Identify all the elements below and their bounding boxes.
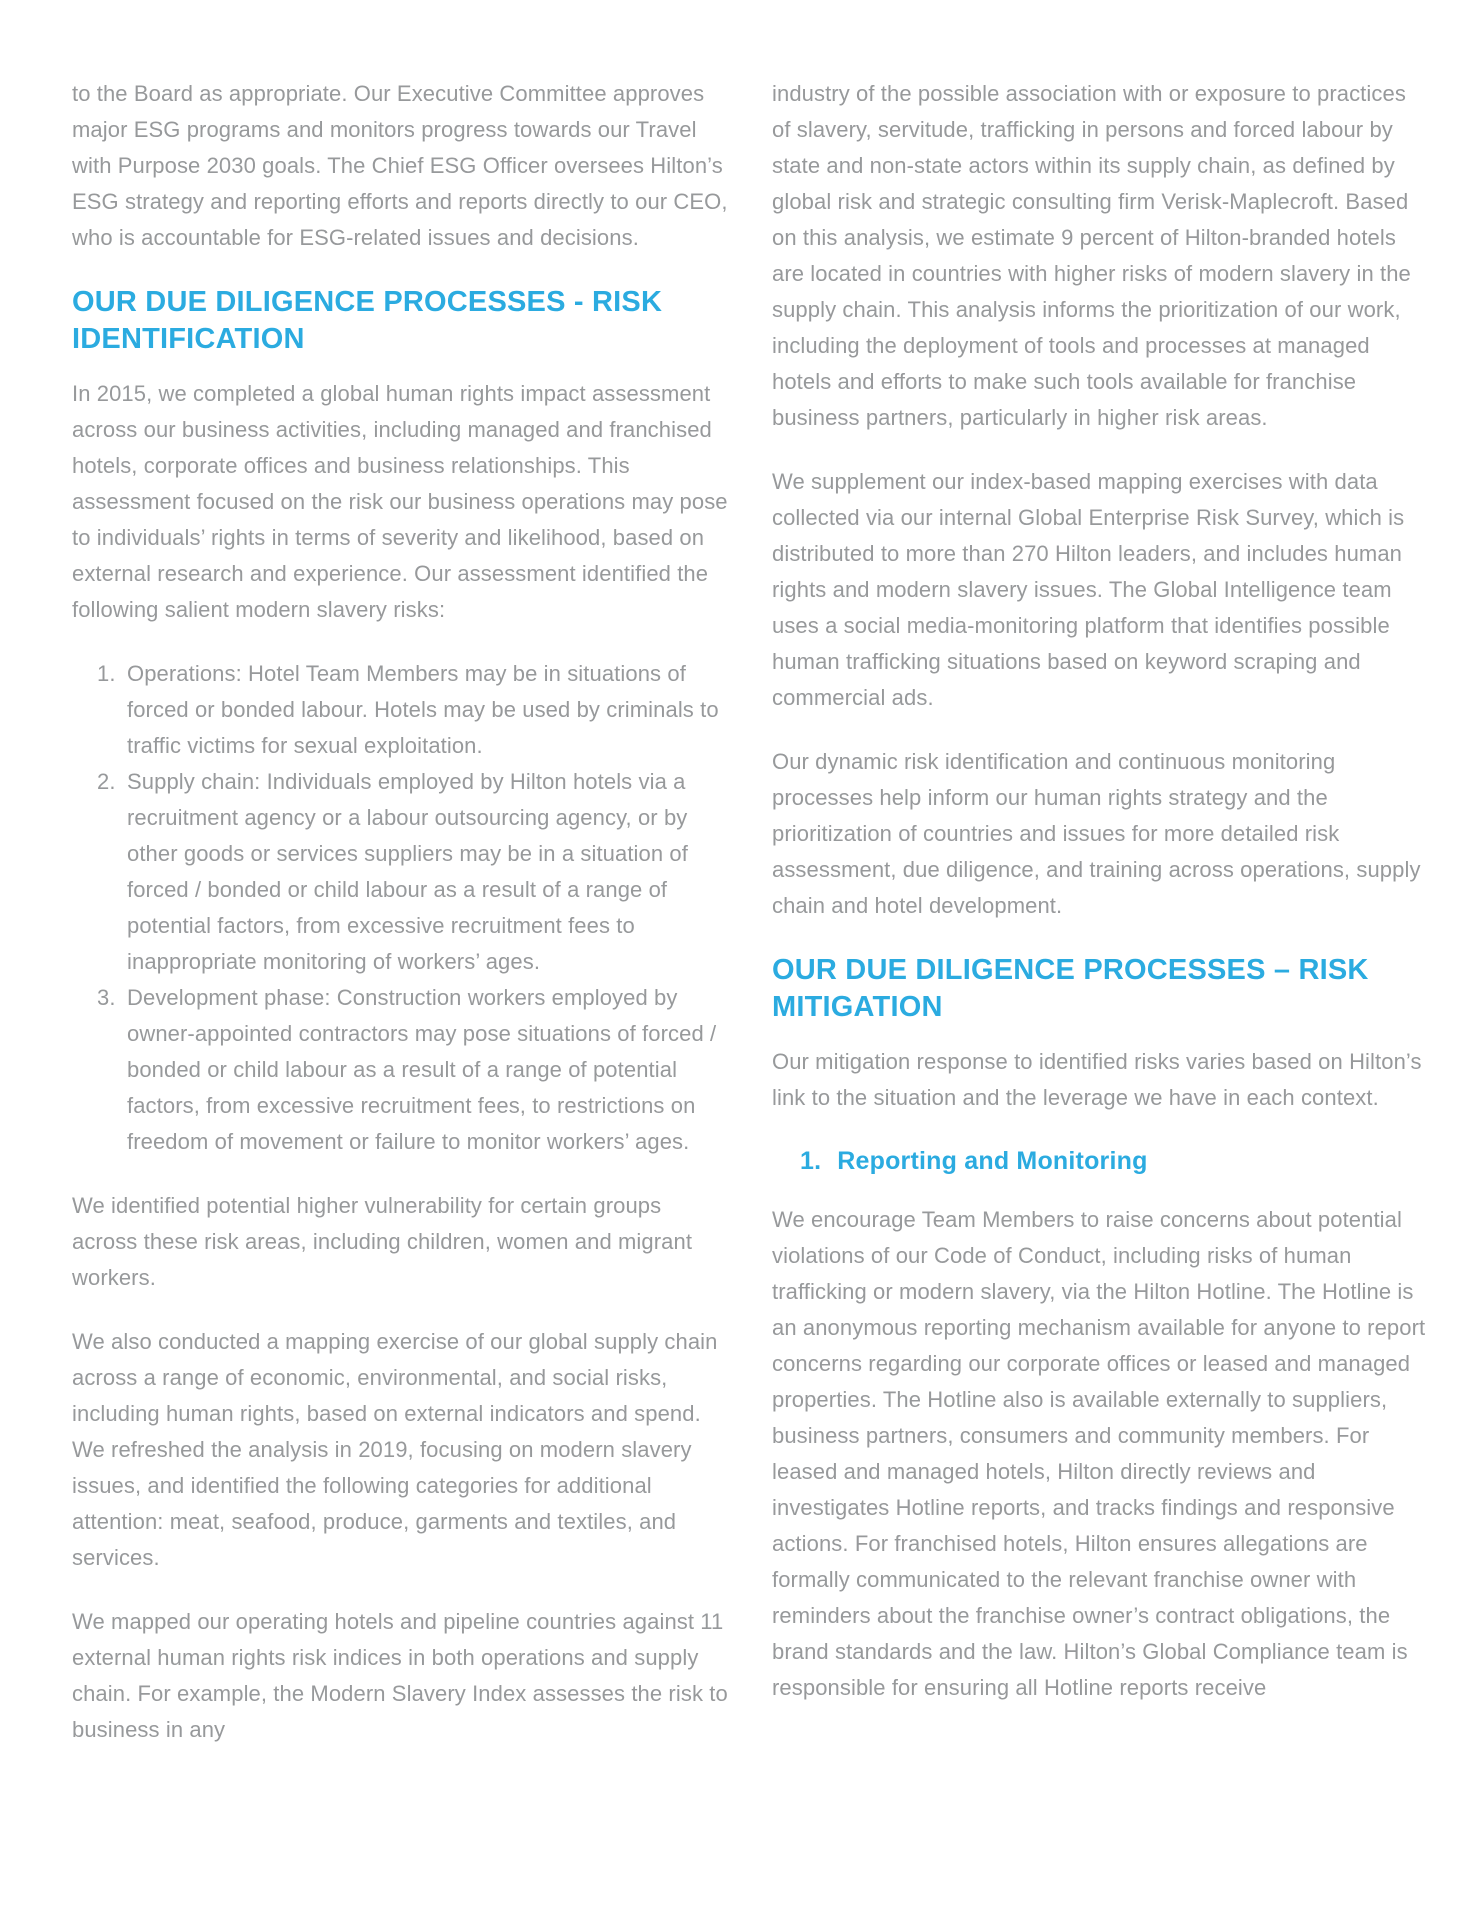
list-text: Supply chain: Individuals employed by Hilton hotels via a recruitment agency or a labour outsourcing agency, or by other goods or services suppliers may be in a situation of forced / bonded or child labour as a result of a range of potential factors, from excessive recruitment fees to inappropriate monitoring of workers’ ages. (127, 769, 688, 974)
paragraph-mitigation-response: Our mitigation response to identified risks varies based on Hilton’s link to the situation and the leverage we have in each context. (772, 1049, 1422, 1110)
list-text: Development phase: Construction workers employed by owner-appointed contractors may pose situations of forced / bonded or child labour as a result of a range of potential factors, from excessive recruitment fees, to restrictions on freedom of movement or failure to monitor workers’ ages. (127, 985, 717, 1154)
paragraph-impact-assessment: In 2015, we completed a global human rights impact assessment across our business activities, including managed and franchised hotels, corporate offices and business relationships. This assessment focused on the risk our business operations may pose to individuals’ rights in terms of severity and likelihood, based on external research and experience. Our assessment identified the following salient modern slavery risks: (72, 381, 728, 622)
paragraph-modern-slavery-index: industry of the possible association with or exposure to practices of slavery, servitude, trafficking in persons and forced labour by state and non-state actors within its supply chain, as defined by global risk and strategic consulting firm Verisk-Maplecroft. Based on this analysis, we estimate 9 percent of Hilton-branded hotels are located in countries with higher risks of modern slavery in the supply chain. This analysis informs the prioritization of our work, including the deployment of tools and processes at managed hotels and efforts to make such tools available for franchise business partners, particularly in higher risk areas. (772, 81, 1411, 430)
subheading-number: 1. (800, 1147, 822, 1175)
paragraph-global-enterprise-risk-survey: We supplement our index-based mapping exercises with data collected via our internal Global Enterprise Risk Survey, which is distributed to more than 270 Hilton leaders, and includes human rights and modern slavery issues. The Global Intelligence team uses a social media-monitoring platform that identifies possible human trafficking situations based on keyword scraping and commercial ads. (772, 469, 1405, 710)
paragraph-hilton-hotline: We encourage Team Members to raise concerns about potential violations of our Code of Conduct, including risks of human trafficking or modern slavery, via the Hilton Hotline. The Hotline is an anonymous reporting mechanism available for anyone to report concerns regarding our corporate offices or leased and managed properties. The Hotline also is available externally to suppliers, business partners, consumers and community members. For leased and managed hotels, Hilton directly reviews and investigates Hotline reports, and tracks findings and responsive actions. For franchised hotels, Hilton ensures allegations are formally communicated to the relevant franchise owner with reminders about the franchise owner’s contract obligations, the brand standards and the law. Hilton’s Global Compliance team is responsible for ensuring all Hotline reports receive (772, 1207, 1426, 1700)
paragraph-dynamic-risk-identification: Our dynamic risk identification and continuous monitoring processes help inform our human rights strategy and the prioritization of countries and issues for more detailed risk assessment, due diligence, and training across operations, supply chain and hotel development. (772, 749, 1421, 918)
list-item-operations (72, 656, 732, 764)
left-column (72, 76, 732, 1776)
subheading-reporting-and-monitoring (800, 1146, 1430, 1176)
list-text: Operations: Hotel Team Members may be in situations of forced or bonded labour. Hotels may be used by criminals to traffic victims for sexual exploitation. (127, 661, 719, 758)
section-heading-risk-mitigation: OUR DUE DILIGENCE PROCESSES – RISK MITIGATION (772, 954, 1369, 1023)
paragraph-mapping-exercise: We also conducted a mapping exercise of our global supply chain across a range of economic, environmental, and social risks, including human rights, based on external indicators and spend. We refreshed the analysis in 2019, focusing on modern slavery issues, and identified the following categories for additional attention: meat, seafood, produce, garments and textiles, and services. (72, 1329, 718, 1570)
paragraph-risk-indices: We mapped our operating hotels and pipeline countries against 11 external human rights risk indices in both operations and supply chain. For example, the Modern Slavery Index assesses the risk to business in any (72, 1609, 728, 1742)
list-number: 3. (97, 985, 116, 1010)
paragraph-vulnerable-groups: We identified potential higher vulnerability for certain groups across these risk areas, including children, women and migrant workers. (72, 1193, 693, 1290)
list-number: 1. (97, 661, 116, 686)
paragraph-board-oversight: to the Board as appropriate. Our Executive Committee approves major ESG programs and monitors progress towards our Travel with Purpose 2030 goals. The Chief ESG Officer oversees Hilton’s ESG strategy and reporting efforts and reports directly to our CEO, who is accountable for ESG-related issues and decisions. (72, 81, 728, 250)
list-item-supply-chain (72, 764, 732, 980)
list-item-development-phase (72, 980, 732, 1160)
right-column (772, 76, 1430, 1734)
section-heading-risk-identification: OUR DUE DILIGENCE PROCESSES - RISK IDENTIFICATION (72, 286, 663, 355)
numbered-risk-list (72, 656, 732, 1160)
subheading-label: Reporting and Monitoring (837, 1147, 1148, 1175)
list-number: 2. (97, 769, 116, 794)
